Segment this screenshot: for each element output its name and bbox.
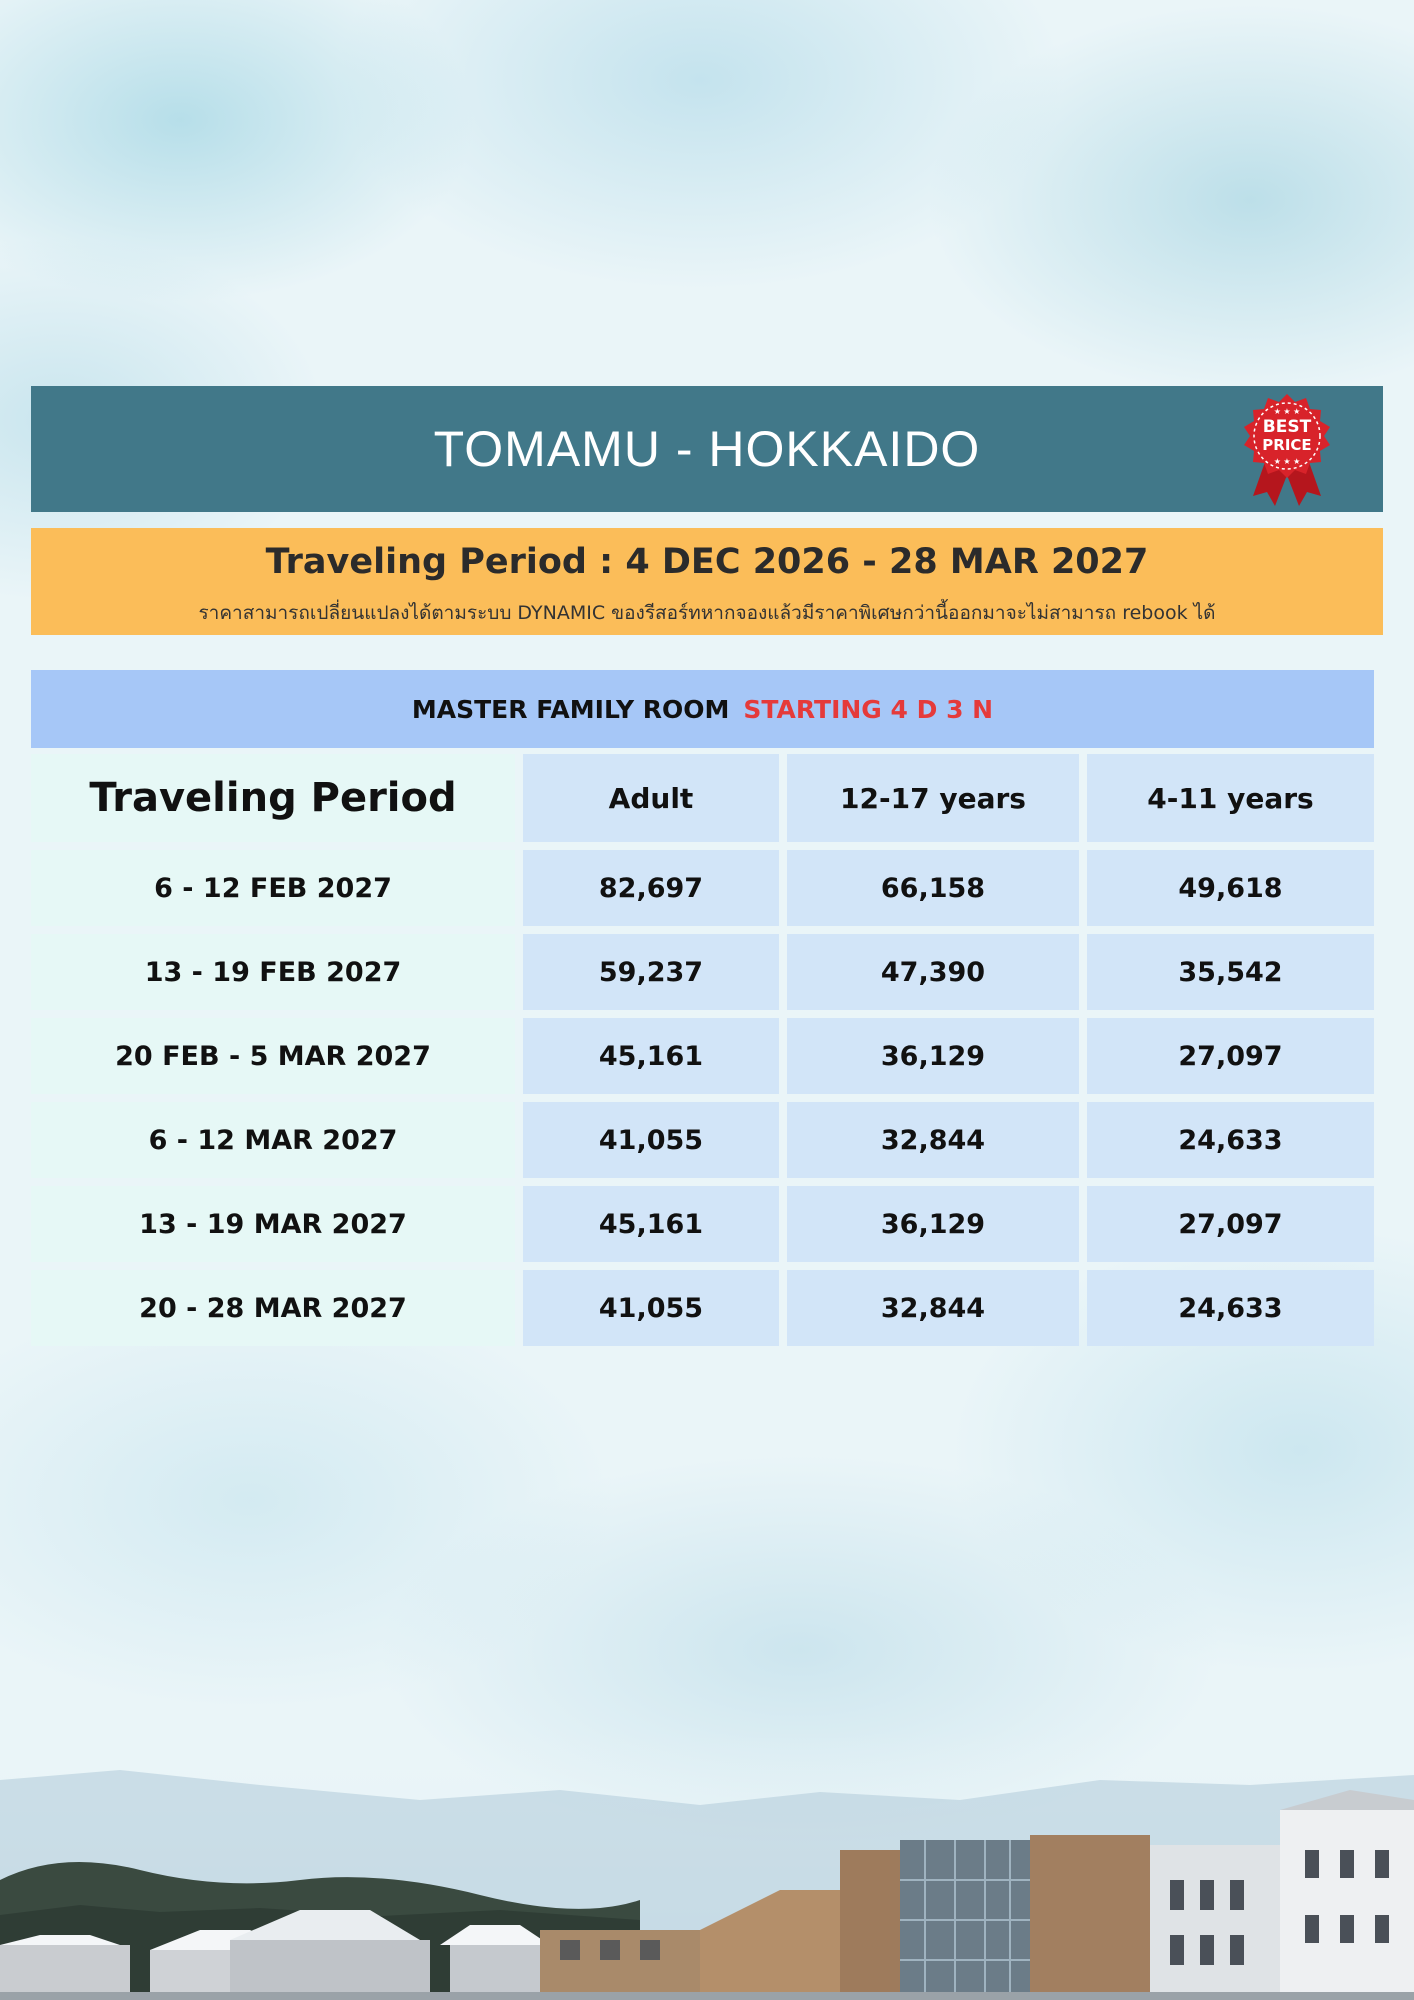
table-row-teen-price: 32,844 (787, 1102, 1079, 1178)
table-row-teen-price: 36,129 (787, 1018, 1079, 1094)
best-price-ribbon-badge-icon (1237, 392, 1337, 510)
dynamic-pricing-note: ราคาสามารถเปลี่ยนแปลงได้ตามระบบ DYNAMIC ของรีสอร์ทหากจองแล้วมีราคาพิเศษกว่านี้ออกมาจะไม่สามารถ rebook ได้ (198, 602, 1216, 624)
table-header-teen: 12-17 years (787, 754, 1079, 842)
table-row-child-price: 24,633 (1087, 1270, 1374, 1346)
room-name: MASTER FAMILY ROOM (411, 694, 730, 724)
table-row-teen-price: 36,129 (787, 1186, 1079, 1262)
table-row-child-price: 27,097 (1087, 1186, 1374, 1262)
table-row-adult-price: 82,697 (523, 850, 779, 926)
price-table (31, 754, 1374, 1346)
resort-landscape-image (0, 1730, 1414, 2000)
table-row-adult-price: 41,055 (523, 1102, 779, 1178)
table-row-adult-price: 41,055 (523, 1270, 779, 1346)
table-row-child-price: 27,097 (1087, 1018, 1374, 1094)
table-row-period: 20 FEB - 5 MAR 2027 (31, 1018, 515, 1094)
table-row-period: 13 - 19 FEB 2027 (31, 934, 515, 1010)
table-row-adult-price: 45,161 (523, 1018, 779, 1094)
table-row-period: 13 - 19 MAR 2027 (31, 1186, 515, 1262)
table-header-adult: Adult (523, 754, 779, 842)
svg-text:★ ★ ★: ★ ★ ★ (1273, 407, 1301, 416)
room-duration: STARTING 4 D 3 N (743, 694, 994, 724)
badge-line1: BEST (1262, 417, 1312, 437)
table-header-period: Traveling Period (31, 754, 515, 842)
room-type-banner (31, 670, 1374, 748)
traveling-period-title: Traveling Period : 4 DEC 2026 - 28 MAR 2027 (265, 542, 1149, 582)
table-row-teen-price: 47,390 (787, 934, 1079, 1010)
table-row-child-price: 24,633 (1087, 1102, 1374, 1178)
traveling-period-banner (31, 528, 1383, 635)
svg-text:★ ★ ★: ★ ★ ★ (1273, 457, 1301, 466)
table-row-period: 6 - 12 MAR 2027 (31, 1102, 515, 1178)
table-header-child: 4-11 years (1087, 754, 1374, 842)
table-row-adult-price: 59,237 (523, 934, 779, 1010)
table-row-teen-price: 66,158 (787, 850, 1079, 926)
table-row-period: 6 - 12 FEB 2027 (31, 850, 515, 926)
header-banner (31, 386, 1383, 512)
table-row-period: 20 - 28 MAR 2027 (31, 1270, 515, 1346)
table-row-child-price: 35,542 (1087, 934, 1374, 1010)
table-row-adult-price: 45,161 (523, 1186, 779, 1262)
page-title: TOMAMU - HOKKAIDO (433, 421, 981, 477)
badge-line2: PRICE (1262, 436, 1312, 454)
table-row-teen-price: 32,844 (787, 1270, 1079, 1346)
table-row-child-price: 49,618 (1087, 850, 1374, 926)
